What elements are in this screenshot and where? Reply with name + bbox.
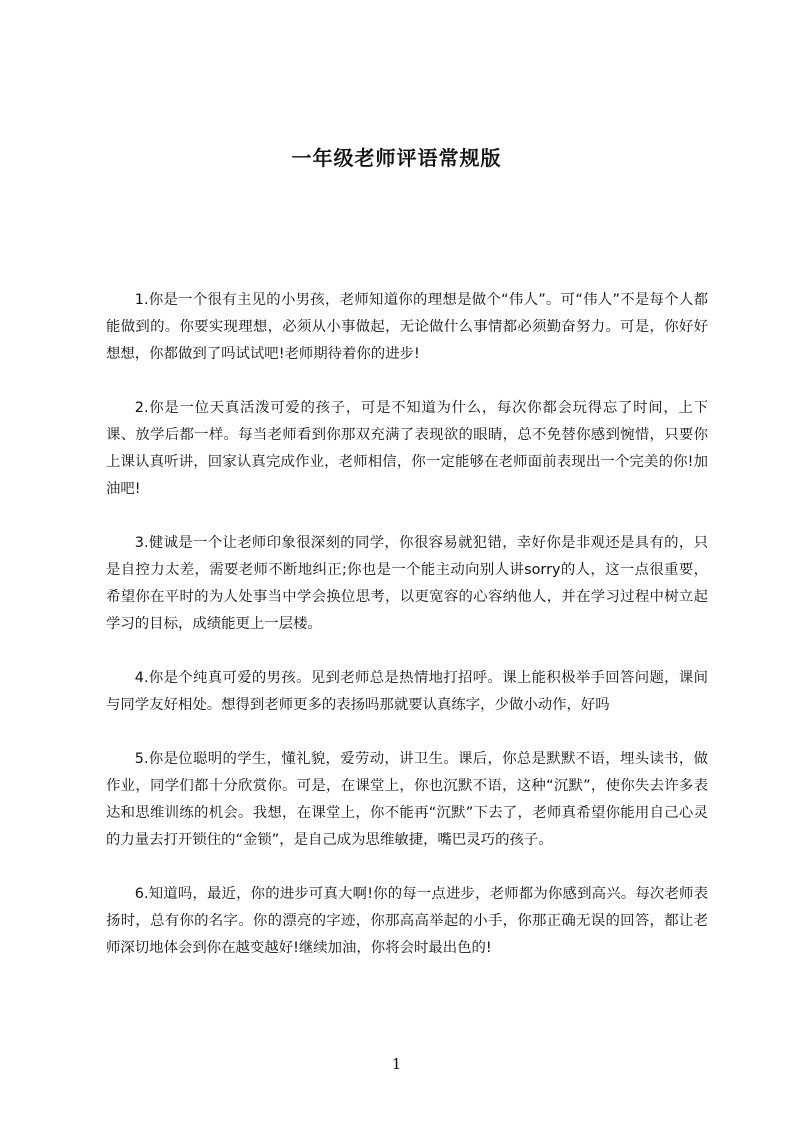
- comment-paragraph-4: 4.你是个纯真可爱的男孩。见到老师总是热情地打招呼。课上能积极举手回答问题，课间与同学友好相处。想得到老师更多的表扬吗那就要认真练字，少做小动作，好吗: [106, 670, 708, 713]
- page-number: 1: [391, 1055, 402, 1073]
- comment-paragraph-3: 3.健诚是一个让老师印象很深刻的同学，你很容易就犯错，幸好你是非观还是具有的，只是自控力太差，需要老师不断地纠正;你也是一个能主动向别人讲sorry的人，这一点很重要，希望你在平时的为人处事当中学会换位思考，以更宽容的心容纳他人，并在学习过程中树立起学习的目标，成绩能更上一层楼。: [106, 535, 708, 632]
- document-body: [106, 287, 708, 962]
- comment-paragraph-6: 6.知道吗，最近，你的进步可真大啊!你的每一点进步，老师都为你感到高兴。每次老师表扬时，总有你的名字。你的漂亮的字迹，你那高高举起的小手，你那正确无误的回答，都让老师深切地体会到你在越变越好!继续加油，你将会时最出色的!: [106, 886, 708, 956]
- document-title: 一年级老师评语常规版: [291, 146, 502, 170]
- comment-paragraph-2: 2.你是一位天真活泼可爱的孩子，可是不知道为什么，每次你都会玩得忘了时间，上下课、放学后都一样。每当老师看到你那双充满了表现欲的眼睛，总不免替你感到惋惜，只要你上课认真听讲，回家认真完成作业，老师相信，你一定能够在老师面前表现出一个完美的你!加油吧!: [106, 400, 708, 497]
- comment-paragraph-1: 1.你是一个很有主见的小男孩，老师知道你的理想是做个“伟人”。可“伟人”不是每个人都能做到的。你要实现理想，必须从小事做起，无论做什么事情都必须勤奋努力。可是，你好好想想，你都做到了吗试试吧!老师期待着你的进步!: [106, 292, 708, 362]
- comment-paragraph-5: 5.你是位聪明的学生，懂礼貌，爱劳动，讲卫生。课后，你总是默默不语，埋头读书，做作业，同学们都十分欣赏你。可是，在课堂上，你也沉默不语，这种“沉默”，使你失去许多表达和思维训练的机会。我想，在课堂上，你不能再“沉默”下去了，老师真希望你能用自己心灵的力量去打开锁住的“金锁”，是自己成为思维敏捷，嘴巴灵巧的孩子。: [106, 751, 708, 848]
